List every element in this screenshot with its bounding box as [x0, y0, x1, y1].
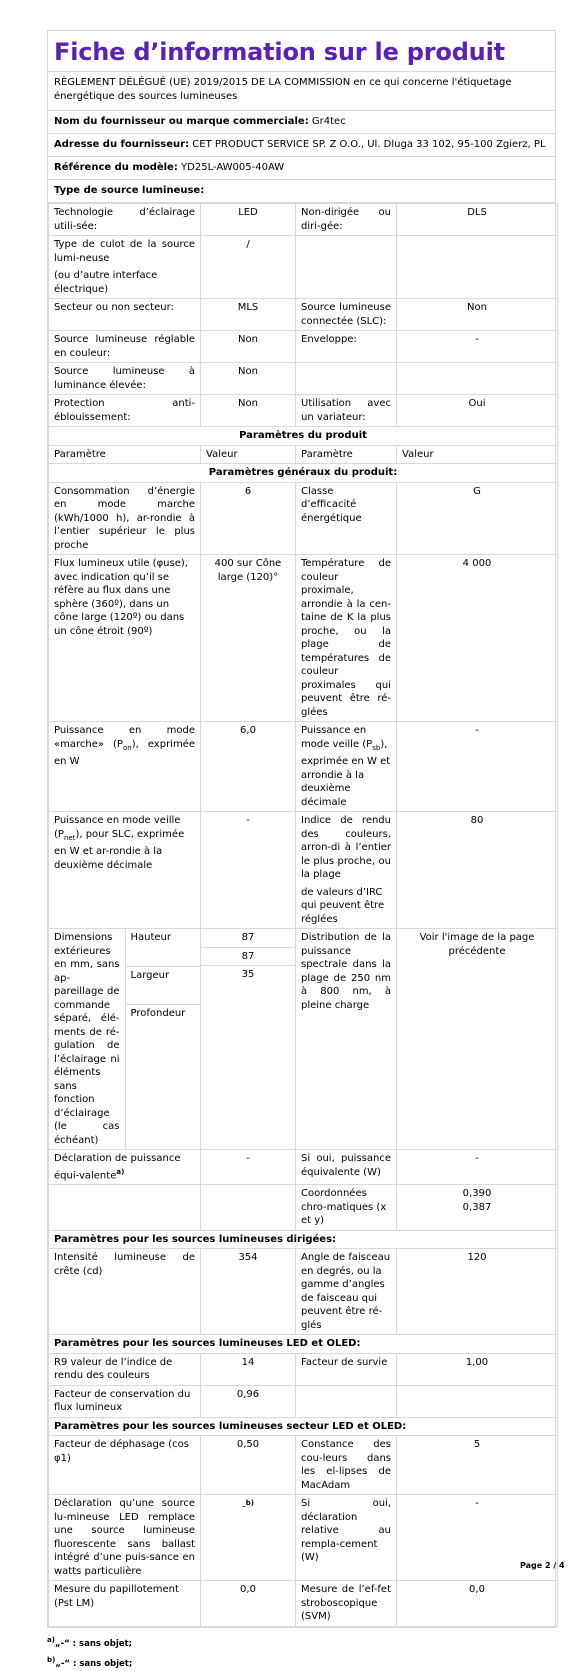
- param-cell: Classe d’efficacité énergétique: [296, 482, 397, 555]
- product-params-header: Paramètres du produit: [49, 427, 558, 446]
- dimensions-subtable: [49, 929, 200, 1149]
- table-row: [49, 722, 558, 812]
- table-row: [49, 299, 558, 331]
- value-cell: 80: [397, 812, 558, 884]
- value-cell: [397, 363, 558, 395]
- table-row: [49, 236, 558, 268]
- param-cell: Température de couleur proximale, arrondie à la cen-taine de K la plus proche, ou la plage de températures de couleur proximales qui peuvent être ré-glées: [296, 555, 397, 722]
- table-row: [49, 204, 558, 236]
- led-header: Paramètres pour les sources lumineuses LED et OLED:: [49, 1335, 558, 1354]
- standby-label: Puissance en mode veille (P: [301, 725, 373, 750]
- height-value: 87: [201, 929, 295, 948]
- value-cell: G: [397, 482, 558, 555]
- empty-cell: [201, 884, 296, 929]
- supplier-row: [48, 111, 555, 134]
- param-cell: Non-dirigée ou diri-gée:: [296, 204, 397, 236]
- section-header: [49, 1230, 558, 1249]
- value-cell: 6: [201, 482, 296, 555]
- value-cell: Non: [201, 363, 296, 395]
- sheet-frame: [47, 30, 556, 1628]
- address-label: Adresse du fournisseur:: [54, 139, 190, 150]
- chroma-y: 0,387: [462, 1201, 492, 1213]
- value-cell: 4 000: [397, 555, 558, 722]
- section-header: [49, 1417, 558, 1436]
- param-cell: [49, 812, 201, 884]
- param-cell: Type de culot de la source lumi-neuse: [49, 236, 201, 268]
- standby-suffix: ), exprimée en W et arrondie à la deuxième décimale: [301, 738, 391, 808]
- supplier-label: Nom du fournisseur ou marque commerciale:: [54, 116, 309, 127]
- value-cell: 120: [397, 1249, 558, 1335]
- value-cell: 0,50: [201, 1436, 296, 1495]
- footnotes: [47, 1632, 556, 1671]
- replace-sup: b): [245, 1499, 254, 1508]
- dimensions-cell: [49, 929, 201, 1150]
- param-cell: Protection anti-éblouissement:: [49, 395, 201, 427]
- depth-label: Profondeur: [125, 1005, 200, 1150]
- page-title: Fiche d’information sur le produit: [48, 31, 555, 72]
- value-cell: 0,0: [397, 1581, 558, 1627]
- table-row: [49, 1495, 558, 1581]
- column-header-row: [49, 445, 558, 464]
- table-row: [49, 1353, 558, 1385]
- param-cell: Si oui, déclaration relative au rempla-cement (W): [296, 1495, 397, 1581]
- param-cell: [296, 722, 397, 812]
- model-row: [48, 157, 555, 180]
- table-row: [49, 555, 558, 722]
- param-cell: Enveloppe:: [296, 331, 397, 363]
- section-header: [49, 1335, 558, 1354]
- col-header-value: Valeur: [201, 445, 296, 464]
- table-row: [49, 1385, 558, 1417]
- empty-cell: [397, 1385, 558, 1417]
- value-cell: 6,0: [201, 722, 296, 812]
- value-cell: -: [201, 1150, 296, 1185]
- net-suffix: ), pour SLC, exprimée en W et ar-rondie à la deuxième décimale: [54, 828, 185, 871]
- param-cell: Secteur ou non secteur:: [49, 299, 201, 331]
- table-row: [49, 363, 558, 395]
- model-value: YD25L-AW005-40AW: [181, 162, 285, 173]
- table-row: [49, 812, 558, 884]
- value-cell: 0,0: [201, 1581, 296, 1627]
- value-cell: 400 sur Cône large (120)°: [201, 555, 296, 722]
- param-cell: Technologie d’éclairage utili-sée:: [49, 204, 201, 236]
- value-cell: 354: [201, 1249, 296, 1335]
- empty-cell: [296, 1385, 397, 1417]
- footnote-a: [47, 1632, 556, 1652]
- table-row: [49, 1150, 558, 1185]
- param-cell: R9 valeur de l’indice de rendu des couleurs: [49, 1353, 201, 1385]
- type-header-label: Type de source lumineuse:: [54, 185, 205, 196]
- parameters-table: [48, 203, 558, 1627]
- param-cell: Consommation d’énergie en mode marche (kWh/1000 h), ar-rondie à l’entier supérieur le plus proche: [49, 482, 201, 555]
- section-header: [49, 427, 558, 446]
- table-row: [49, 482, 558, 555]
- table-row: [49, 1249, 558, 1335]
- table-row: [49, 1436, 558, 1495]
- net-label: Puissance en mode veille (P: [54, 815, 181, 840]
- width-value: 87: [201, 948, 295, 967]
- value-cell: Oui: [397, 395, 558, 427]
- param-cell: [49, 722, 201, 812]
- table-row: [49, 884, 558, 929]
- param-cell: (ou d’autre interface électrique): [49, 267, 201, 299]
- table-row: [49, 267, 558, 299]
- value-cell: Non: [397, 299, 558, 331]
- param-cell: Facteur de conservation du flux lumineux: [49, 1385, 201, 1417]
- value-cell: [397, 236, 558, 268]
- width-label: Largeur: [125, 966, 200, 1004]
- param-cell: Facteur de déphasage (cos φ1): [49, 1436, 201, 1495]
- value-cell: -: [397, 331, 558, 363]
- directed-header: Paramètres pour les sources lumineuses dirigées:: [49, 1230, 558, 1249]
- param-cell: [296, 267, 397, 299]
- value-cell: -: [201, 812, 296, 884]
- type-header: [48, 180, 555, 203]
- page-number: Page 2 / 4: [520, 1561, 565, 1570]
- address-value: CET PRODUCT SERVICE SP. Z O.O., Ul. Dluga 33 102, 95-100 Zgierz, PL: [192, 139, 546, 150]
- param-cell: Source lumineuse connectée (SLC):: [296, 299, 397, 331]
- value-cell: [397, 267, 558, 299]
- model-label: Référence du modèle:: [54, 162, 178, 173]
- empty-cell: [201, 1185, 296, 1231]
- value-cell: -: [397, 1150, 558, 1185]
- param-cell: Angle de faisceau en degrés, ou la gamme d’angles de faisceau qui peuvent être ré-glés: [296, 1249, 397, 1335]
- value-cell: Non: [201, 395, 296, 427]
- value-cell: /: [201, 236, 296, 268]
- footnote-a-text: „-“ : sans objet;: [55, 1638, 132, 1649]
- param-cell: Source lumineuse réglable en couleur:: [49, 331, 201, 363]
- address-row: [48, 134, 555, 157]
- depth-value: 35: [241, 969, 255, 980]
- section-header: [49, 464, 558, 483]
- mains-header: Paramètres pour les sources lumineuses secteur LED et OLED:: [49, 1417, 558, 1436]
- footnote-b: [47, 1652, 556, 1671]
- value-cell: Voir l'image de la page précédente: [397, 929, 558, 1150]
- empty-cell: [397, 884, 558, 929]
- param-cell: [49, 1150, 201, 1185]
- dimensions-label: Dimensions extérieures en mm, sans ap-pareillage de commande séparé, élé-ments de ré-gulation de l’éclairage ni éléments sans fonction d’éclairage (le cas échéant): [49, 929, 125, 1149]
- power-on-label: Puissance en mode «marche» (P: [54, 725, 195, 750]
- table-row: [49, 395, 558, 427]
- supplier-value: Gr4tec: [311, 116, 346, 127]
- value-cell: 0,96: [201, 1385, 296, 1417]
- param-cell: de valeurs d’IRC qui peuvent être réglées: [296, 884, 397, 929]
- empty-cell: [49, 1185, 201, 1231]
- product-information-sheet: [47, 30, 556, 1671]
- equiv-label: Déclaration de puissance équi-valente: [54, 1153, 181, 1181]
- replace-value: -: [242, 1501, 246, 1513]
- net-sub: net: [63, 833, 76, 842]
- value-cell: -: [397, 1495, 558, 1581]
- value-cell: 14: [201, 1353, 296, 1385]
- param-cell: Constance des cou-leurs dans les el-lipses de MacAdam: [296, 1436, 397, 1495]
- value-cell: Non: [201, 331, 296, 363]
- footnote-b-text: „-“ : sans objet;: [55, 1658, 133, 1669]
- general-params-header: Paramètres généraux du produit:: [49, 464, 558, 483]
- col-header-param2: Paramètre: [296, 445, 397, 464]
- col-header-param: Paramètre: [49, 445, 201, 464]
- footnote-a-mark: a): [47, 1634, 56, 1644]
- table-row: [49, 331, 558, 363]
- dimensions-values: [201, 929, 296, 1150]
- footnote-b-mark: b): [47, 1654, 56, 1664]
- value-cell: [397, 1185, 558, 1231]
- height-label: Hauteur: [125, 929, 200, 966]
- param-cell: Flux lumineux utile (φuse), avec indication qu’il se réfère au flux dans une sphère (360º), dans un cône large (120º) ou dans un cône étroit (90º): [49, 555, 201, 722]
- param-cell: Indice de rendu des couleurs, arron-di à l’entier le plus proche, ou la plage: [296, 812, 397, 884]
- col-header-value2: Valeur: [397, 445, 558, 464]
- param-cell: Intensité lumineuse de crête (cd): [49, 1249, 201, 1335]
- table-row: [49, 1581, 558, 1627]
- dimensions-row: [49, 929, 558, 1150]
- value-cell: MLS: [201, 299, 296, 331]
- value-cell: 5: [397, 1436, 558, 1495]
- empty-cell: [49, 884, 201, 929]
- param-cell: Distribution de la puissance spectrale dans la plage de 250 nm à 800 nm, à pleine charge: [296, 929, 397, 1150]
- param-cell: Déclaration qu’une source lu-mineuse LED remplace une source lumineuse fluorescente sans ballast intégré d’une puis-sance en watts particulière: [49, 1495, 201, 1581]
- value-cell: [201, 1495, 296, 1581]
- param-cell: Facteur de survie: [296, 1353, 397, 1385]
- power-on-sub: on: [122, 743, 132, 752]
- value-cell: [201, 267, 296, 299]
- param-cell: Utilisation avec un variateur:: [296, 395, 397, 427]
- value-cell: DLS: [397, 204, 558, 236]
- value-cell: -: [397, 722, 558, 812]
- param-cell: [296, 236, 397, 268]
- param-cell: Source lumineuse à luminance élevée:: [49, 363, 201, 395]
- param-cell: Mesure de l’ef-fet stroboscopique (SVM): [296, 1581, 397, 1627]
- param-cell: Mesure du papillotement (Pst LM): [49, 1581, 201, 1627]
- value-cell: 1,00: [397, 1353, 558, 1385]
- equiv-sup: a): [116, 1167, 125, 1176]
- chroma-x: 0,390: [462, 1188, 492, 1200]
- regulation-text: RÈGLEMENT DÉLÉGUÉ (UE) 2019/2015 DE LA COMMISSION en ce qui concerne l'étiquetage énergétique des sources lumineuses: [48, 72, 555, 111]
- table-row: [49, 1185, 558, 1231]
- power-on-suffix: ), exprimée en W: [54, 738, 195, 767]
- standby-sub: sb: [372, 743, 381, 752]
- param-cell: Coordonnées chro-matiques (x et y): [296, 1185, 397, 1231]
- value-cell: LED: [201, 204, 296, 236]
- param-cell: [296, 363, 397, 395]
- param-cell: Si oui, puissance équivalente (W): [296, 1150, 397, 1185]
